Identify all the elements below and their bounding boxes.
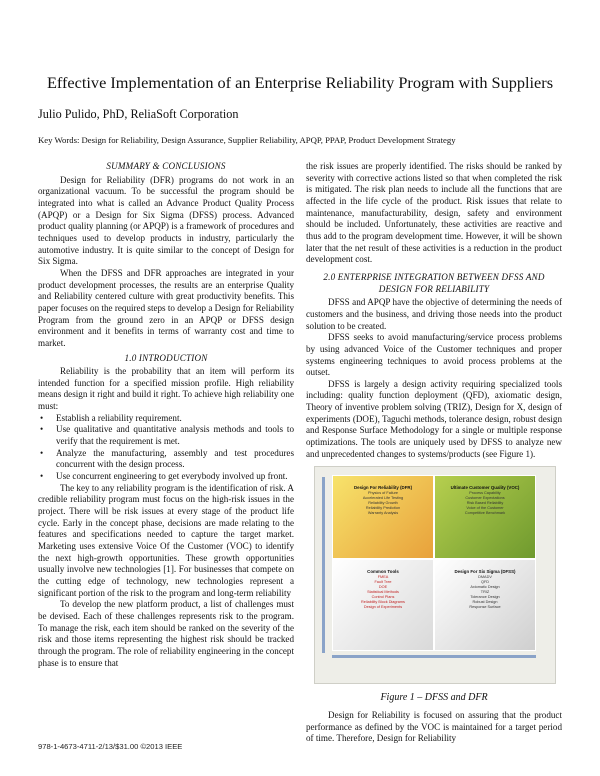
figure-caption: Figure 1 – DFSS and DFR: [380, 692, 488, 704]
section-2-paragraph-1: DFSS and APQP have the objective of determining the needs of customers and the business, and driving those needs into the product solution to be created.: [306, 297, 562, 331]
quadrant-customer-quality: [434, 475, 536, 559]
author-line: Julio Pulido, PhD, ReliaSoft Corporation: [38, 107, 239, 121]
quadrant-dfss: [434, 559, 536, 651]
quadrant-line: Control Plans: [371, 594, 395, 599]
quadrant-line: TRIZ: [480, 589, 490, 594]
quadrant-common-tools: [332, 559, 434, 651]
quadrant-line: Axiomatic Design: [470, 584, 500, 589]
list-item: • Analyze the manufacturing, assembly and test procedures concurrent with the design process.: [38, 448, 294, 471]
quadrant-line: DMADV: [478, 574, 492, 579]
quadrant-line: Competitive Benchmark: [464, 510, 506, 515]
list-item: • Use qualitative and quantitative analysis methods and tools to verify that the requirement is met.: [38, 424, 294, 447]
section-2-paragraph-4: Design for Reliability is focused on assuring that the product performance as defined by the VOC is maintained for a target period of time. Therefore, Design for Reliability: [306, 710, 562, 744]
list-item: • Use concurrent engineering to get everybody involved up front.: [38, 471, 294, 483]
quadrant-line: FMEA: [377, 574, 389, 579]
quadrant-line: Voice of the Customer: [466, 505, 504, 510]
list-item: • Establish a reliability requirement.: [38, 413, 294, 425]
quadrant-heading: Design For Reliability (DFR): [353, 485, 413, 491]
summary-paragraph-1: Design for Reliability (DFR) programs do not work in an organizational vacuum. To be successful the program should be integrated into what is called an Advance Product Quality Process (APQP) or a Design for Six Sigma (DFSS) process. Advanced product quality planning (or APQP) is a framework of procedures and techniques used to develop products in industry, particularly the automotive industry. It is quite similar to the concept of Design for Six Sigma.: [38, 174, 294, 267]
horizontal-axis-bar: [332, 655, 536, 658]
quadrant-line: Reliability Block Diagrams: [361, 599, 405, 604]
quadrant-line: Response Surface: [469, 604, 501, 609]
quadrant-line: Physics of Failure: [368, 490, 398, 495]
quadrant-line: Design of Experiments: [363, 604, 403, 609]
copyright-footer: 978-1-4673-4711-2/13/$31.00 ©2013 IEEE: [38, 742, 183, 751]
quadrant-line: Reliability Growth: [368, 500, 398, 505]
quadrant-line: Tolerance Design: [470, 594, 500, 599]
summary-paragraph-2: When the DFSS and DFR approaches are integrated in your product development processes, the results are an enterprise Quality and Reliability centered culture with great productivity benefits. This paper focuses on the required steps to develop a Design for Reliability Program from the ground zero in an APQP or DFSS design environment and it benefits in terms of warranty cost and time to market.: [38, 267, 294, 348]
quadrant-line: Statistical Methods: [367, 589, 399, 594]
quadrant-heading: Common Tools: [367, 569, 399, 575]
paper-title: Effective Implementation of an Enterprise Reliability Program with Suppliers: [46, 73, 554, 92]
quadrant-dfr: [332, 475, 434, 559]
quadrant-heading: Design For Six Sigma (DFSS): [454, 569, 516, 575]
quadrant-line: Customer Expectations: [465, 495, 505, 500]
quadrant-heading: Ultimate Customer Quality (VOC): [450, 485, 520, 491]
quadrant-line: Accelerated Life Testing: [362, 495, 404, 500]
requirements-list: [38, 413, 294, 483]
quadrant-line: Reliability Prediction: [365, 505, 401, 510]
figure-1-dfss-dfr-diagram: [314, 466, 556, 684]
section-2-heading: 2.0 ENTERPRISE INTEGRATION BETWEEN DFSS AND DESIGN FOR RELIABILITY: [323, 271, 545, 294]
keywords: Key Words: Design for Reliability, Design Assurance, Supplier Reliability, APQP, PPAP, Product Development Strategy: [38, 135, 456, 145]
quadrant-line: Warranty Analysis: [367, 510, 399, 515]
quadrant-line: Process Capability: [469, 490, 501, 495]
intro-paragraph-3: To develop the new platform product, a list of challenges must be devised. Each of these challenges represents risk to the program. To manage the risk, each item should be ranked on the severity of the risk and those items representing the highest risk should be tracked through the program. The role of reliability engineering in the concept phase is to ensure that: [38, 599, 294, 668]
left-column: [38, 158, 294, 669]
quadrant-line: Fault Tree: [374, 579, 392, 584]
intro-paragraph-2: The key to any reliability program is the identification of risk. A credible reliability program must focus on the high-risk issues in the project. There will be risk issues at every stage of the product life cycle. Early in the concept phase, decisions are made relating to the features and specifications needed to capture the target market. Marketing uses extensive Voice Of the Customer (VOC) to identify the next high-growth opportunities. These growth opportunities usually involve new technologies [1]. For businesses that compete on the cutting edge of technology, new technologies represent a significant portion of the risk to the program and long-term reliability: [38, 482, 294, 598]
quadrant-line: Robust Design: [472, 599, 498, 604]
introduction-heading: 1.0 INTRODUCTION: [124, 352, 208, 363]
continued-paragraph: the risk issues are properly identified. The risks should be ranked by severity with corrective actions listed so that when completed the risk is mitigated. The risk plan needs to include all the functions that are affected in the life cycle of the product. Risk issues that relate to maintenance, manufacturability, design, safety and environment should be included. Unfortunately, these activities are reactive and thus add to the program development time. However, it will be shown later that the net result of these activities is a reduction in the product development cost.: [306, 161, 562, 265]
quadrant-line: QFD: [480, 579, 489, 584]
quadrant-line: DOE: [378, 584, 388, 589]
section-2-paragraph-3: DFSS is largely a design activity requiring specialized tools including: quality function deployment (QFD), axiomatic design, Theory of inventive problem solving (TRIZ), Design for X, design of experiments (DOE), Taguchi methods, tolerance design, robust design and Response Surface Methodology for a single or multiple response optimizations. The tools are uniquely used by DFSS to analyze new and unprecedented changes to systems/products (see Figure 1).: [306, 378, 562, 459]
summary-heading: SUMMARY & CONCLUSIONS: [106, 161, 226, 171]
quadrant-line: Risk Based Reliability: [466, 500, 504, 505]
vertical-axis-bar: [322, 477, 325, 653]
section-2-paragraph-2: DFSS seeks to avoid manufacturing/service process problems by using advanced Voice of the Customer techniques and proper systems engineering techniques to avoid process problems at the outset.: [306, 332, 562, 378]
right-column: [306, 161, 562, 745]
intro-paragraph-1: Reliability is the probability that an item will perform its intended function for a specified mission profile. High reliability means design it right and build it right. To achieve high reliability one must:: [38, 366, 294, 412]
